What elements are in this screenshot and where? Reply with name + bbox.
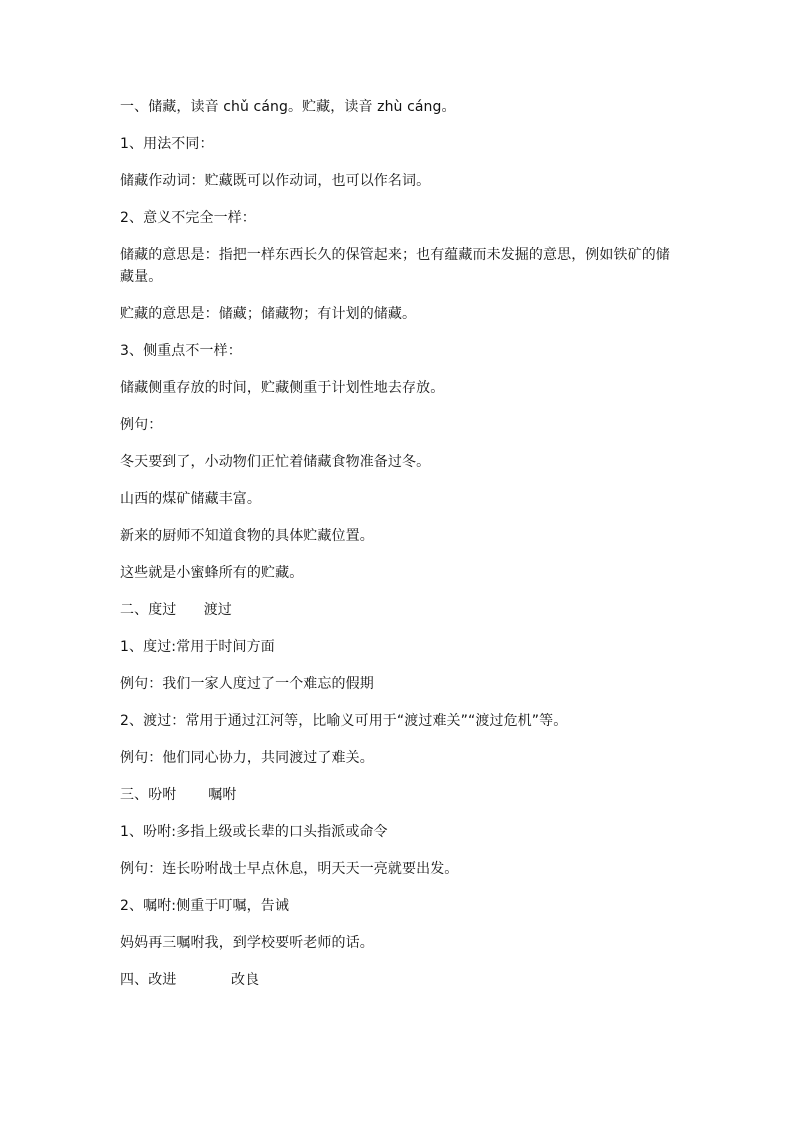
duguo-time-usage: 1、度过:常用于时间方面 xyxy=(120,639,275,655)
duguo-example: 例句：我们一家人度过了一个难忘的假期 xyxy=(120,676,374,692)
duguo-river-usage: 2、渡过：常用于通过江河等，比喻义可用于“渡过难关”“渡过危机”等。 xyxy=(120,713,568,729)
fenfu-usage: 1、吩咐:多指上级或长辈的口头指派或命令 xyxy=(120,824,388,840)
heading-duguo: 二、度过 渡过 xyxy=(120,602,232,618)
point-emphasis-difference: 3、侧重点不一样： xyxy=(120,343,242,359)
heading-chucang-zhucang: 一、储藏，读音 chǔ cáng。贮藏，读音 zhù cáng。 xyxy=(120,99,456,115)
example-label: 例句： xyxy=(120,417,163,433)
emphasis-explanation: 储藏侧重存放的时间，贮藏侧重于计划性地去存放。 xyxy=(120,380,445,396)
zhufu-usage: 2、嘱咐:侧重于叮嘱，告诫 xyxy=(120,898,289,914)
point-meaning-difference: 2、意义不完全一样： xyxy=(120,210,256,226)
example-sentence-2: 山西的煤矿储藏丰富。 xyxy=(120,491,261,507)
heading-gaijin-gailiang: 四、改进 改良 xyxy=(120,972,260,988)
heading-fenfu: 三、吩咐 嘱咐 xyxy=(120,787,237,803)
meaning-chucang: 储藏的意思是：指把一样东西长久的保管起来；也有蕴藏而未发掘的意思，例如铁矿的储藏量。 xyxy=(120,247,670,285)
zhufu-example: 妈妈再三嘱咐我，到学校要听老师的话。 xyxy=(120,935,374,951)
example-sentence-3: 新来的厨师不知道食物的具体贮藏位置。 xyxy=(120,528,374,544)
fenfu-example: 例句：连长吩咐战士早点休息，明天天一亮就要出发。 xyxy=(120,861,459,877)
usage-explanation: 储藏作动词：贮藏既可以作动词，也可以作名词。 xyxy=(120,173,431,189)
meaning-zhucang: 贮藏的意思是：储藏；储藏物；有计划的储藏。 xyxy=(120,306,417,322)
example-sentence-4: 这些就是小蜜蜂所有的贮藏。 xyxy=(120,565,304,581)
duguo-river-example: 例句：他们同心协力，共同渡过了难关。 xyxy=(120,750,374,766)
example-sentence-1: 冬天要到了，小动物们正忙着储藏食物准备过冬。 xyxy=(120,454,431,470)
document-body xyxy=(120,96,680,1006)
point-usage-difference: 1、用法不同： xyxy=(120,136,214,152)
